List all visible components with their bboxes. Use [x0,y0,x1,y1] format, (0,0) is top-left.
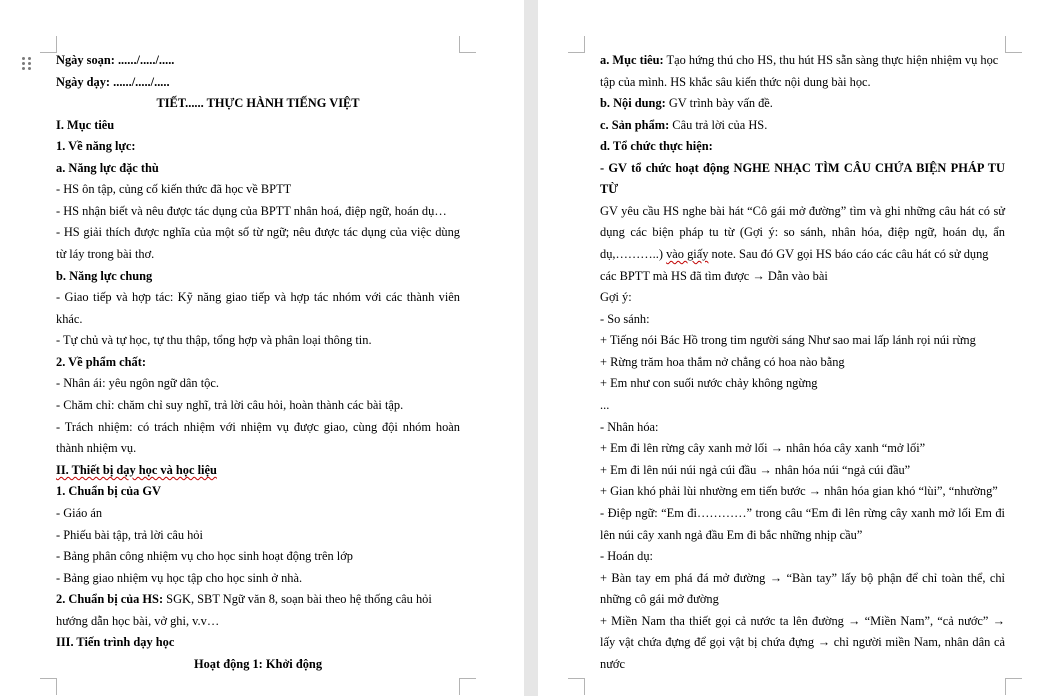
heading-general-competence: b. Năng lực chung [56,269,153,283]
teach-date: Ngày dạy: ....../...../..... [56,75,170,89]
drag-handle-icon[interactable] [22,57,34,71]
heading-teacher-prep: 1. Chuẩn bị của GV [56,484,162,498]
text-line: - HS giải thích được nghĩa của một số từ ngữ; nêu được tác dụng của việc dùng [56,225,460,239]
document-page-left [0,0,524,696]
text-line: nước [600,657,625,671]
margin-corner-top-left [568,36,585,53]
text-span: dụ,………..) [600,247,667,261]
text-line [600,96,773,111]
margin-corner-bottom-right [459,678,476,695]
text-line: dụng các biện pháp tu từ (Gợi ý: so sánh, nhân hóa, điệp ngữ, hoán dụ, ẩn [600,225,1005,239]
text-line: - Trách nhiệm: có trách nhiệm với nhiệm vụ được giao, cùng đội nhóm hoàn [56,420,460,434]
document-page-right [538,0,1051,696]
label-product: c. Sản phẩm: [600,118,670,132]
heading-equipment: II. Thiết bị dạy học và học liệu [56,463,217,477]
margin-corner-top-right [459,36,476,53]
lesson-title: TIẾT...... THỰC HÀNH TIẾNG VIỆT [156,96,360,110]
text-line: ... [600,398,610,412]
text-line: - Bảng giao nhiệm vụ học tập cho học sinh ở nhà. [56,571,303,585]
text-line [600,118,767,133]
text-line: GV yêu cầu HS nghe bài hát “Cô gái mở đường” tìm và ghi những câu hát có sử [600,204,1005,218]
text-line: - Điệp ngữ: “Em đi…………” trong câu “Em đi lên rừng cây xanh mở lối Em đi [600,506,1005,520]
text-line: Gợi ý: [600,290,632,304]
text-line: tập của mình. HS khắc sâu kiến thức nội dung bài học. [600,75,871,89]
margin-corner-bottom-right [1005,678,1022,695]
text-line: + Tiếng nói Bác Hồ trong tim người sáng Như sao mai lấp lánh rọi núi rừng [600,333,976,347]
text-line: - Tự chủ và tự học, tự thu thập, tổng hợp và phân loại thông tin. [56,333,372,347]
text-line: - Nhân ái: yêu ngôn ngữ dân tộc. [56,376,219,390]
activity-heading: - GV tổ chức hoạt động NGHE NHẠC TÌM CÂU CHỨA BIỆN PHÁP TU [600,161,1005,175]
text-line: + Rừng trăm hoa thắm nở chẳng có hoa nào bằng [600,355,845,369]
margin-corner-top-right [1005,36,1022,53]
text-line: - Phiếu bài tập, trả lời câu hỏi [56,528,203,542]
margin-corner-top-left [40,36,57,53]
objective-text: Tạo hứng thú cho HS, thu hút HS sẵn sàng thực hiện nhiệm vụ học [663,53,999,67]
text-line: - Bảng phân công nhiệm vụ cho học sinh hoạt động trên lớp [56,549,353,563]
label-organization: d. Tổ chức thực hiện: [600,139,713,153]
heading-activity-1: Hoạt động 1: Khởi động [193,657,323,671]
margin-corner-bottom-left [40,678,57,695]
text-span: note. Sau đó GV gọi HS báo cáo các câu hát có sử dụng [708,247,989,261]
heading-qualities: 2. Về phẩm chất: [56,355,146,369]
product-text: Câu trả lời của HS. [669,118,768,132]
heading-specific-competence: a. Năng lực đặc thù [56,161,159,175]
label-content: b. Nội dung: [600,96,666,110]
text-line: + Em đi lên rừng cây xanh mở lối → nhân hóa cây xanh “mở lối” [600,441,926,455]
text-line: - Nhân hóa: [600,420,659,434]
text-line: - So sánh: [600,312,650,326]
text-line: - HS nhận biết và nêu được tác dụng của BPTT nhân hoá, điệp ngữ, hoán dụ… [56,204,447,218]
text-line: lấy vật chứa đựng để gọi vật bị chứa đựng → chỉ người miền Nam, nhân dân cả [600,635,1005,649]
text-line: + Em như con suối nước chảy không ngừng [600,376,818,390]
text-line: - Giáo án [56,506,103,520]
spellcheck-span: vào giấy [666,247,709,261]
heading-objectives: I. Mục tiêu [56,118,115,132]
heading-student-prep: 2. Chuẩn bị của HS: [56,592,164,606]
text-line: + Gian khó phải lùi nhường em tiến bước → nhân hóa gian khó “lùi”, “nhường” [600,484,998,498]
text-line [600,247,988,262]
heading-competence: 1. Về năng lực: [56,139,136,153]
text-line [600,53,998,68]
text-line: - Giao tiếp và hợp tác: Kỹ năng giao tiếp và hợp tác nhóm với các thành viên [56,290,460,304]
text-line: - HS ôn tập, củng cố kiến thức đã học về BPTT [56,182,292,196]
text-line: lên núi cây xanh ngả đầu Em đi bắc những nhịp cầu” [600,528,863,542]
text-line: khác. [56,312,83,326]
text-line: từ láy trong bài thơ. [56,247,155,261]
margin-corner-bottom-left [568,678,585,695]
text-line [56,592,432,607]
activity-heading-cont: TỪ [600,182,619,196]
text-line: - Hoán dụ: [600,549,653,563]
text-line: các BPTT mà HS đã tìm được → Dẫn vào bài [600,269,828,283]
text-line: thành nhiệm vụ. [56,441,137,455]
text-line: + Miền Nam tha thiết gọi cả nước ta lên đường → “Miền Nam”, “cả nước” → [600,614,1005,628]
text-line: - Chăm chỉ: chăm chỉ suy nghĩ, trả lời câu hỏi, hoàn thành các bài tập. [56,398,404,412]
text-line: những cô gái mở đường [600,592,719,606]
text-line: + Em đi lên núi núi ngả cúi đầu → nhân hóa núi “ngả cúi đầu” [600,463,911,477]
student-prep-text: SGK, SBT Ngữ văn 8, soạn bài theo hệ thống câu hỏi [163,592,432,606]
text-line: + Bàn tay em phá đá mở đường → “Bàn tay” lấy bộ phận để chỉ toàn thể, chỉ [600,571,1005,585]
content-text: GV trình bày vấn đề. [665,96,773,110]
prep-date: Ngày soạn: ....../...../..... [56,53,175,67]
heading-process: III. Tiến trình dạy học [56,635,175,649]
text-line: hướng dẫn học bài, vở ghi, v.v… [56,614,220,628]
label-objective: a. Mục tiêu: [600,53,664,67]
